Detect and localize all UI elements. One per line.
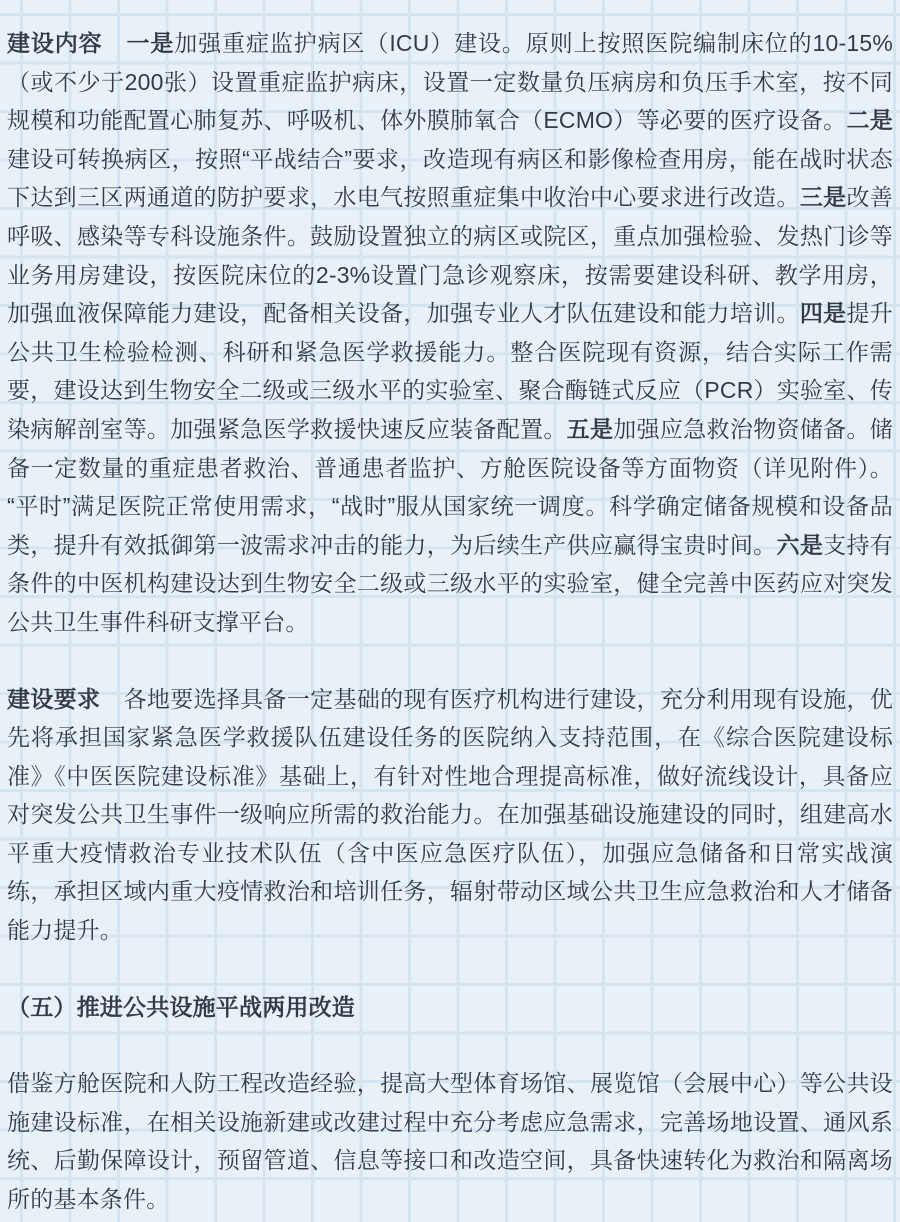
paragraph-public-facility-retrofit: 借鉴方舱医院和人防工程改造经验，提高大型体育场馆、展览馆（会展中心）等公共设施建设标准，在相关设施新建或改建过程中充分考虑应急需求，完善场地设置、通风系统、后勤保障设计，预留管道、信息等接口和改造空间，具备快速转化为救治和隔离场所的基本条件。 <box>7 1070 893 1213</box>
paragraph-construction-content: 建设内容 一是加强重症监护病区（ICU）建设。原则上按照医院编制床位的10-15%（或不少于200张）设置重症监护病床，设置一定数量负压病房和负压手术室，按不同规模和功能配置心肺复苏、呼吸机、体外膜肺氧合（ECMO）等必要的医疗设备。二是建设可转换病区，按照“平战结合”要求，改造现有病区和影像检查用房，能在战时状态下达到三区两通道的防护要求，水电气按照重症集中收治中心要求进行改造。三是改善呼吸、感染等专科设施条件。鼓励设置独立的病区或院区，重点加强检验、发热门诊等业务用房建设，按医院床位的2-3%设置门急诊观察床，按需要建设科研、教学用房，加强血液保障能力建设，配备相关设备，加强专业人才队伍建设和能力培训。四是提升公共卫生检验检测、科研和紧急医学救援能力。整合医院现有资源，结合实际工作需要，建设达到生物安全二级或三级水平的实验室、聚合酶链式反应（PCR）实验室、传染病解剖室等。加强紧急医学救援快速反应装备配置。五是加强应急救治物资储备。储备一定数量的重症患者救治、普通患者监护、方舱医院设备等方面物资（详见附件）。“平时”满足医院正常使用需求，“战时”服从国家统一调度。科学确定储备规模和设备品类，提升有效抵御第一波需求冲击的能力，为后续生产供应赢得宝贵时间。六是支持有条件的中医机构建设达到生物安全二级或三级水平的实验室，健全完善中医药应对突发公共卫生事件科研支撑平台。 <box>7 30 893 635</box>
section-heading-5: （五）推进公共设施平战两用改造 <box>7 993 355 1020</box>
paragraph-construction-requirements: 建设要求 各地要选择具备一定基础的现有医疗机构进行建设，充分利用现有设施，优先将承担国家紧急医学救援队伍建设任务的医院纳入支持范围，在《综合医院建设标准》《中医医院建设标准》基础上，有针对性地合理提高标准，做好流线设计，具备应对突发公共卫生事件一级响应所需的救治能力。在加强基础设施建设的同时，组建高水平重大疫情救治专业技术队伍（含中医应急医疗队伍），加强应急储备和日常实战演练，承担区域内重大疫情救治和培训任务，辐射带动区域公共卫生应急救治和人才储备能力提升。 <box>7 685 893 944</box>
